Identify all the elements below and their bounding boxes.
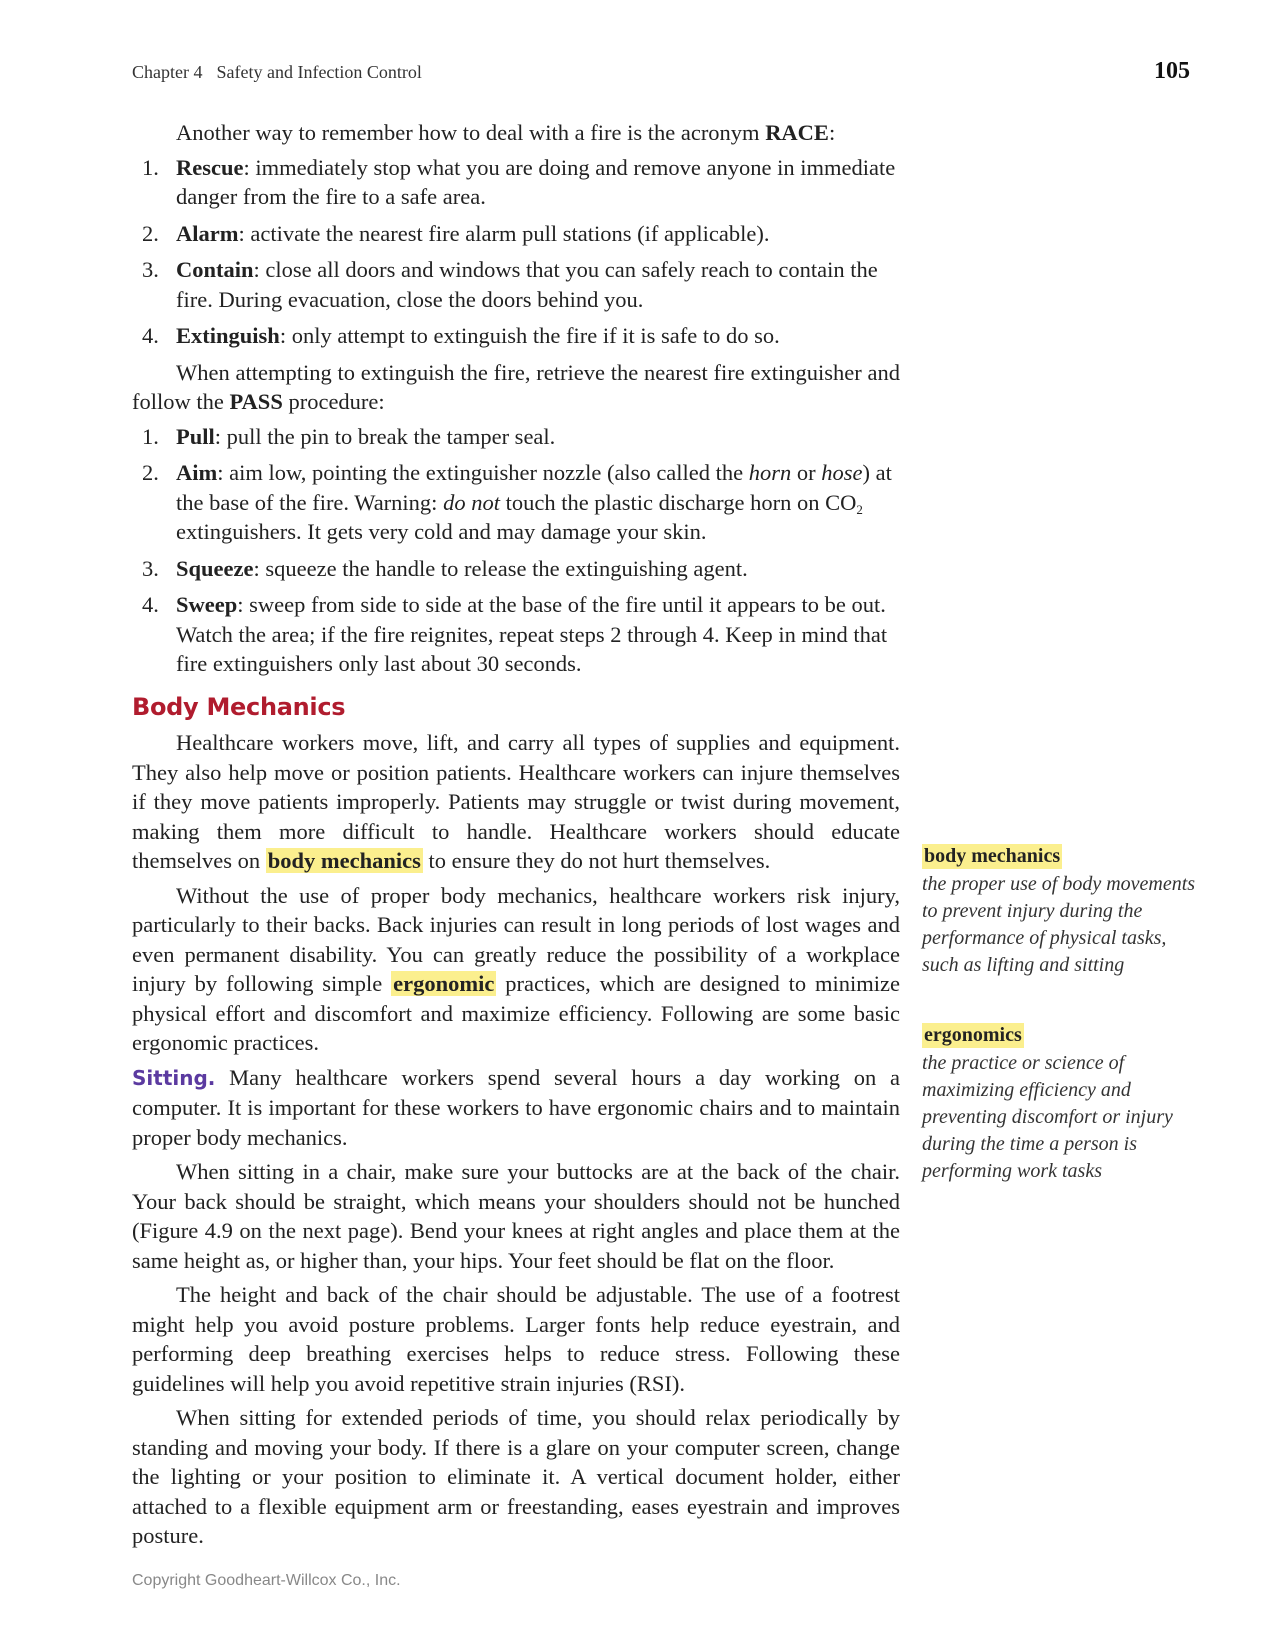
list-item: 3. Contain: close all doors and windows that you can safely reach to contain the fire. During evacuation, close the doors behind you.	[142, 257, 878, 312]
list-item: 2. Aim: aim low, pointing the extinguisher nozzle (also called the horn or hose) at the base of the fire. Warning: do not touch the plastic discharge horn on $CO_2$ extinguishers. It gets very cold and may damage your skin.	[142, 460, 892, 544]
list-item: 2. Alarm: activate the nearest fire alarm pull stations (if applicable).	[142, 220, 770, 246]
list-item: 1. Rescue: immediately stop what you are doing and remove anyone in immediate danger from the fire to a safe area.	[142, 154, 896, 209]
sitting-paragraph-3: The height and back of the chair should be adjustable. The use of a footrest might help you avoid posture problems. Larger fonts help reduce eyestrain, and performing deep breathing exercises helps to reduce stress. Following these guidelines will help you avoid repetitive strain injuries (RSI).	[132, 1282, 900, 1396]
sitting-paragraph-2: When sitting in a chair, make sure your buttocks are at the back of the chair. Your back should be straight, which means your shoulders should not be hunched (Figure 4.9 on the next page). Bend your knees at right angles and place them at the same height as, or higher than, your hips. Your feet should be flat on the floor.	[132, 1159, 900, 1273]
body-mechanics-paragraph-1: Healthcare workers move, lift, and carry all types of supplies and equipment. They also help move or position patients. Healthcare workers can injure themselves if they move patients improperly. Patients may struggle or twist during movement, making them more difficult to handle. Healthcare workers should educate themselves on body mechanics to ensure they do not hurt themselves.	[132, 730, 900, 873]
list-item: 4. Extinguish: only attempt to extinguish the fire if it is safe to do so.	[142, 323, 780, 348]
section-title: Safety and Infection Control	[216, 62, 422, 82]
pass-acronym: PASS	[229, 389, 283, 414]
body-mechanics-paragraph-2: Without the use of proper body mechanics, healthcare workers risk injury, particularly to their backs. Back injuries can result in long periods of lost wages and even permanent disability. You can greatly reduce the possibility of a workplace injury by following simple ergonomic practices, which are designed to minimize physical effort and discomfort and maximize efficiency. Following are some basic ergonomic practices.	[132, 882, 900, 1055]
subheading-sitting: Sitting.	[132, 1065, 216, 1090]
list-item: 1. Pull: pull the pin to break the tamper seal.	[142, 423, 556, 449]
list-item: 4. Sweep: sweep from side to side at the base of the fire until it appears to be out. Watch the area; if the fire reignites, repeat steps 2 through 4. Keep in mind that fire extinguishers only last about 30 seconds.	[142, 592, 888, 676]
glossary-entry-ergonomics	[922, 1023, 1202, 1185]
list-item: 3. Squeeze: squeeze the handle to release the extinguishing agent.	[142, 555, 748, 581]
copyright-footer: Copyright Goodheart-Willcox Co., Inc.	[132, 1572, 401, 1589]
race-list	[132, 153, 900, 351]
chapter-label: Chapter 4	[132, 62, 203, 82]
pass-intro: When attempting to extinguish the fire, retrieve the nearest fire extinguisher and follow the PASS procedure:	[132, 359, 900, 414]
glossary-term: body mechanics	[924, 845, 1061, 867]
sitting-paragraph-1: Sitting. Many healthcare workers spend several hours a day working on a computer. It is important for these workers to have ergonomic chairs and to maintain proper body mechanics.	[132, 1064, 900, 1150]
glossary-term: ergonomics	[924, 1024, 1022, 1046]
glossary-definition: the proper use of body movements to prevent injury during the performance of physical tasks, such as lifting and sitting	[922, 873, 1196, 976]
key-term-body-mechanics: body mechanics	[267, 848, 421, 873]
section-heading: Body Mechanics	[132, 692, 346, 721]
page-header	[132, 60, 1190, 90]
glossary-entry-body-mechanics	[922, 844, 1202, 979]
key-term-ergonomic: ergonomic	[393, 971, 495, 996]
glossary-definition: the practice or science of maximizing efficiency and preventing discomfort or injury during the time a person is performing work tasks	[922, 1052, 1173, 1182]
pass-list	[132, 422, 900, 679]
race-acronym: RACE	[765, 120, 829, 145]
race-intro: Another way to remember how to deal with a fire is the acronym RACE:	[176, 120, 836, 145]
page-number: 105	[1154, 58, 1190, 84]
running-head	[132, 62, 422, 83]
main-text	[132, 118, 900, 1556]
sitting-paragraph-4: When sitting for extended periods of time, you should relax periodically by standing and moving your body. If there is a glare on your computer screen, change the lighting or your position to eliminate it. A vertical document holder, either attached to a flexible equipment arm or freestanding, eases eyestrain and improves posture.	[132, 1405, 900, 1548]
